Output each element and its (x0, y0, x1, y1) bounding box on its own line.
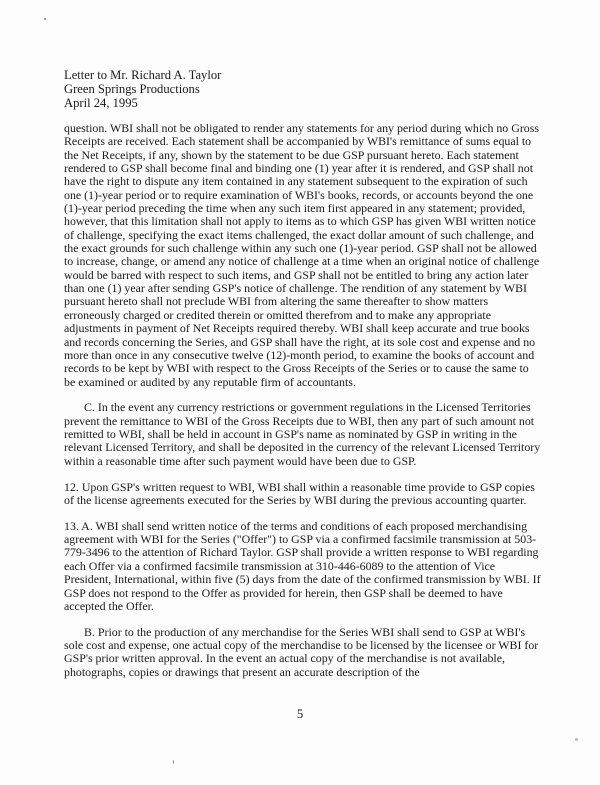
paragraph-currency-restrictions: C. In the event any currency restrictions or government regulations in the Licensed Territories prevent the remittance to WBI of the Gross Receipts due to WBI, then any part of such amount not remitted to WBI, shall be held in account in GSP's name as nominated by GSP in writing in the relevant Licensed Territory, and shall be deposited in the currency of the relevant Licensed Territory within a reasonable time after such payment would have been due to GSP. (64, 400, 541, 468)
paragraph-statements: question. WBI shall not be obligated to render any statements for any period during which no Gross Receipts are received. Each statement shall be accompanied by WBI's remittance of sums equal to the Net Receipts, if any, shown by the statement to be due GSP pursuant hereto. Each statement rendered to GSP shall become final and binding one (1) year after it is rendered, and GSP shall not have the right to dispute any item contained in any statement subsequent to the expiration of such one (1)-year period or to require examination of WBI's books, records, or accounts beyond the one (1)-year period preceding the time when any such item first appeared in any statement; provided, however, that this limitation shall not apply to items as to which GSP has given WBI written notice of challenge, specifying the exact items challenged, the exact dollar amount of such challenge, and the exact grounds for such challenge within any such one (1)-year period. GSP shall not be allowed to increase, change, or amend any notice of challenge at a time when an original notice of challenge would be barred with respect to such items, and GSP shall not be entitled to bring any action later than one (1) year after sending GSP's notice of challenge. The rendition of any statement by WBI pursuant hereto shall not preclude WBI from altering the same thereafter to show matters erroneously charged or credited therein or omitted therefrom and to make any appropriate adjustments in payment of Net Receipts required thereby. WBI shall keep accurate and true books and records concerning the Series, and GSP shall have the right, at its sole cost and expense and no more than once in any consecutive twelve (12)-month period, to examine the books of account and records to be kept by WBI with respect to the Gross Receipts of the Series or to cause the same to be examined or audited by any reputable firm of accountants. (64, 121, 540, 389)
scan-speck (44, 18, 46, 20)
page-number: 5 (296, 707, 304, 721)
scan-speck (173, 760, 174, 764)
letter-body (64, 122, 542, 692)
header-company: Green Springs Productions (64, 82, 200, 96)
paragraph-13b-merchandise-approval: B. Prior to the production of any merchandise for the Series WBI shall send to GSP at WBI's sole cost and expense, one actual copy of the merchandise to be licensed by the licensee or WBI for GSP's prior written approval. In the event an actual copy of the merchandise is not available, photographs, copies or drawings that present an accurate description of the (64, 624, 539, 679)
header-date: April 24, 1995 (64, 96, 138, 110)
paragraph-12-license-copies: 12. Upon GSP's written request to WBI, WBI shall within a reasonable time provide to GSP copies of the license agreements executed for the Series by WBI during the previous accounting quarter. (64, 479, 535, 507)
paragraph-13a-merchandising-offer: 13. A. WBI shall send written notice of the terms and conditions of each proposed merchandising agreement with WBI for the Series ("Offer") to GSP via a confirmed facsimile transmission at 503-779-3496 to the attention of Richard Taylor. GSP shall provide a written response to WBI regarding each Offer via a confirmed facsimile transmission at 310-446-6089 to the attention of Vice President, International, within five (5) days from the date of the confirmed transmission by WBI. If GSP does not respond to the Offer as provided for herein, then GSP shall be deemed to have accepted the Offer. (64, 518, 541, 613)
header-recipient: Letter to Mr. Richard A. Taylor (64, 68, 222, 82)
scan-speck (575, 738, 578, 741)
letter-header (64, 68, 221, 110)
